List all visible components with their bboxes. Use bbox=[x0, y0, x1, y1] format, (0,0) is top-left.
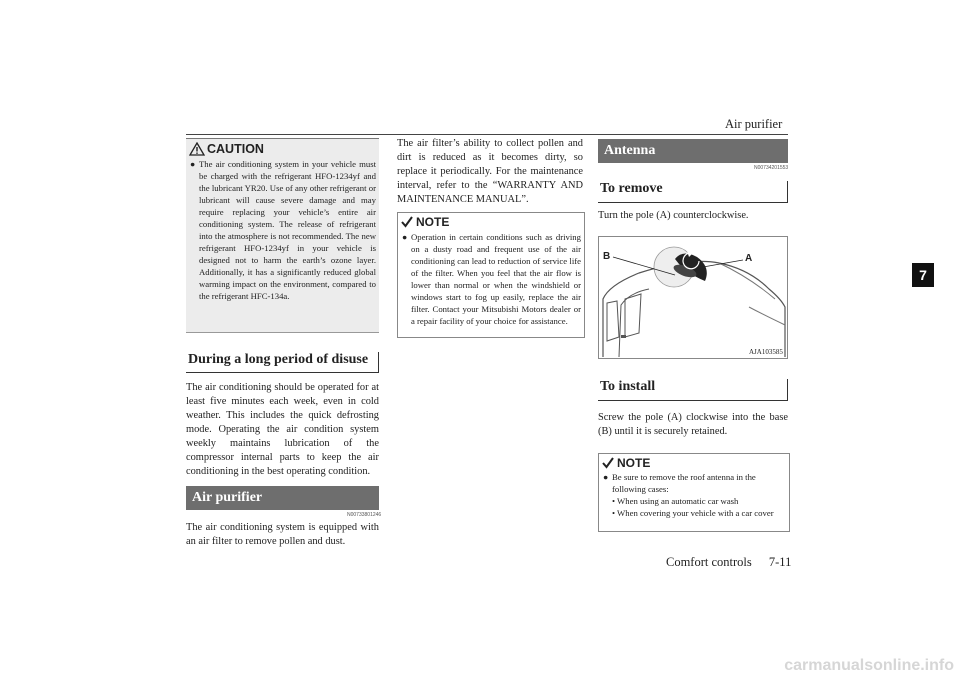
caution-box bbox=[186, 138, 379, 333]
note-box bbox=[397, 212, 585, 338]
car-roof-antenna-illustration bbox=[599, 237, 787, 358]
warning-triangle-icon bbox=[189, 142, 205, 156]
disuse-paragraph: The air conditioning should be operated for at least five minutes each week, even in cold weather. This includes the quick defrosting mode. Operating the air condition system weekly maintains lubrication of the compressor internal parts to keep the air conditioning in the best operating condition. bbox=[186, 382, 379, 477]
header-rule bbox=[186, 134, 788, 135]
check-icon bbox=[602, 457, 614, 469]
chapter-tab: 7 bbox=[912, 263, 934, 287]
filter-paragraph: The air filter’s ability to collect pollen and dirt is reduced as it becomes dirty, so replace it periodically. For the maintenance interval, refer to the “WARRANTY AND MAINTENANCE MANUAL”. bbox=[397, 138, 583, 205]
bullet-icon: ● bbox=[402, 232, 408, 242]
list-item: • When covering your vehicle with a car cover bbox=[612, 508, 774, 518]
caution-text: The air conditioning system in your vehicle must be charged with the refrigerant HFO-1234yf and the lubricant YR20. Use of any other refrigerant or lubricant will cause severe damage and may require replacing your vehicle’s entire air conditioning system. The release of refrigerant into the atmosphere is not recommended. The new refrigerant HFO-1234yf in your vehicle is designed not to harm the earth’s ozone layer. Additionally, it has a significantly reduced global warming impact on the environment, compared to the refrigerant HFC-134a. bbox=[199, 159, 376, 301]
note-title: NOTE bbox=[416, 215, 450, 229]
install-paragraph: Screw the pole (A) clockwise into the base (B) until it is securely retained. bbox=[598, 412, 788, 437]
caution-title: CAUTION bbox=[207, 142, 264, 156]
caution-bullet bbox=[190, 158, 376, 302]
bullet-icon: ● bbox=[603, 472, 609, 482]
note-text: Operation in certain conditions such as driving on a dusty road and frequent use of the air conditioning can lead to reduction of service life of the filter. When you feel that the air flow is lower than normal or when the windshield or windows start to fog up easily, replace the air filter. Contact your Mitsubishi Motors dealer or a repair facility of your choice for assistance. bbox=[411, 232, 581, 326]
list-item: • When using an automatic car wash bbox=[612, 496, 739, 506]
remove-paragraph: Turn the pole (A) counterclockwise. bbox=[598, 210, 749, 221]
section-heading-air-purifier: Air purifier bbox=[186, 486, 379, 510]
page-footer-section bbox=[666, 555, 791, 570]
bullet-icon: ● bbox=[190, 159, 196, 169]
note-title: NOTE bbox=[617, 456, 651, 470]
sub-heading-remove: To remove bbox=[598, 181, 788, 203]
note-text: Be sure to remove the roof antenna in the following cases: bbox=[612, 472, 756, 494]
doc-code: N00733801246 bbox=[347, 512, 382, 518]
section-heading-antenna: Antenna bbox=[598, 139, 788, 163]
check-icon bbox=[401, 216, 413, 228]
antenna-figure bbox=[598, 236, 788, 359]
air-purifier-paragraph: The air conditioning system is equipped with an air filter to remove pollen and dust. bbox=[186, 522, 379, 547]
footer-section-name: Comfort controls bbox=[666, 555, 752, 569]
page-header-title: Air purifier bbox=[725, 117, 783, 131]
section-heading-disuse: During a long period of disuse bbox=[186, 352, 379, 373]
figure-code: AJA103585 bbox=[749, 348, 783, 356]
note-bullet bbox=[603, 471, 786, 519]
sub-heading-install: To install bbox=[598, 379, 788, 401]
note-box-antenna bbox=[598, 453, 790, 532]
page-number: 7-11 bbox=[768, 555, 792, 569]
watermark: carmanualsonline.info bbox=[784, 657, 954, 674]
figure-label-b: B bbox=[603, 251, 611, 262]
doc-code: N00734201553 bbox=[754, 165, 789, 171]
note-bullet bbox=[402, 231, 581, 327]
figure-label-a: A bbox=[745, 253, 753, 264]
